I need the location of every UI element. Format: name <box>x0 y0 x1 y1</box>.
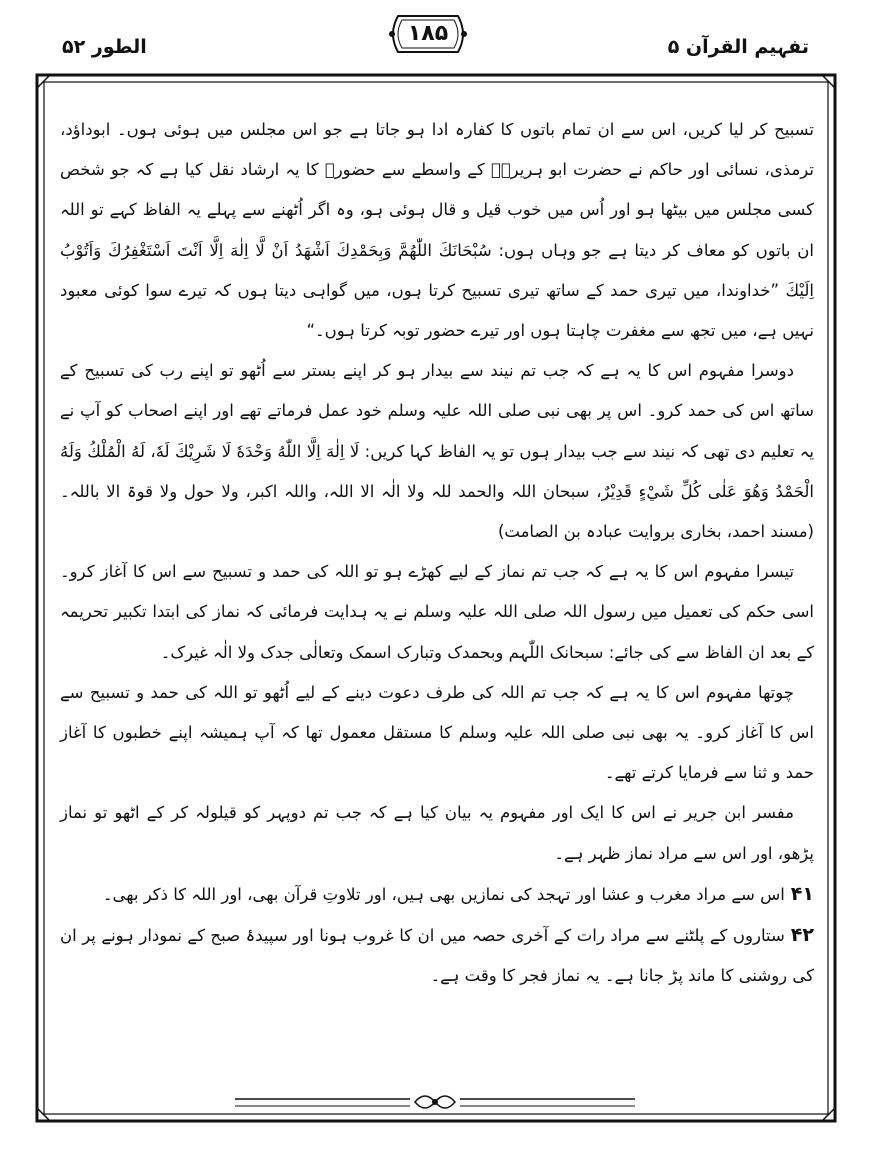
footnote-text: اس سے مراد مغرب و عشا اور تہجد کی نمازیں بھی ہیں، اور تلاوتِ قرآن بھی، اور اللہ کا ذکر بھی۔ <box>102 884 785 904</box>
paragraph-3: تیسرا مفہوم اس کا یہ ہے کہ جب تم نماز کے لیے کھڑے ہو تو اللہ کی حمد و تسبیح سے اس کا آغاز کرو۔ اسی حکم کی تعمیل میں رسول اللہ صلی اللہ علیہ وسلم نے یہ ہدایت فرمائی کہ نماز کی ابتدا تکبیر تحریمہ کے بعد ان الفاظ سے کی جائے: سبحانک اللّٰہم وبحمدک وتبارک اسمک وتعالٰی جدک ولا الٰہ غیرک۔ <box>60 562 814 662</box>
footnote-42 <box>60 915 814 996</box>
book-title: تفہیم القرآن ۵ <box>667 36 809 58</box>
paragraph-4: چوتھا مفہوم اس کا یہ ہے کہ جب تم اللہ کی طرف دعوت دینے کے لیے اُٹھو تو اللہ کی حمد و تسبیح سے اس کا آغاز کرو۔ یہ بھی نبی صلی اللہ علیہ وسلم کا مستقل معمول تھا کہ آپ ہمیشہ اپنے خطبوں کا آغاز حمد و ثنا سے فرمایا کرتے تھے۔ <box>60 682 814 783</box>
page-number-cartouche <box>384 12 472 56</box>
footnote-number: ۴۲ <box>790 924 814 947</box>
paragraph-5: مفسر ابن جریر نے اس کا ایک اور مفہوم یہ بیان کیا ہے کہ جب تم دوپہر کو قیلولہ کر کے اٹھو تو نماز پڑھو، اور اس سے مراد نماز ظہر ہے۔ <box>60 803 814 863</box>
surah-reference: الطور ۵۲ <box>62 36 147 58</box>
paragraph-2: دوسرا مفہوم اس کا یہ ہے کہ جب تم نیند سے بیدار ہو کر اپنے بستر سے اُٹھو تو اپنے رب کی تسبیح کے ساتھ اس کی حمد کرو۔ اس پر بھی نبی صلی اللہ علیہ وسلم خود عمل فرماتے تھے اور اپنے اصحاب کو آپ نے یہ تعلیم دی تھی کہ نیند سے جب بیدار ہوں تو یہ الفاظ کہا کریں: لَا اِلٰهَ اِلَّا اللّٰهُ وَحْدَهٗ لَا شَرِيْكَ لَهٗ، لَهُ الْمُلْكُ وَلَهُ الْحَمْدُ وَهُوَ عَلٰى كُلِّ شَيْءٍ قَدِيْرٌ، سبحان اللہ والحمد للہ ولا الٰہ الا اللہ، واللہ اکبر، ولا حول ولا قوۃ الا باللہ۔ (مسند احمد، بخاری بروایت عبادہ بن الصامت) <box>60 361 814 542</box>
commentary-text <box>60 110 814 1095</box>
paragraph-1: تسبیح کر لیا کریں، اس سے ان تمام باتوں کا کفارہ ادا ہو جاتا ہے جو اس مجلس میں ہوئی ہوں۔ ابوداؤد، ترمذی، نسائی اور حاکم نے حضرت ابو ہریرہؓ کے واسطے سے حضورؐ کا یہ ارشاد نقل کیا ہے کہ جو شخص کسی مجلس میں بیٹھا ہو اور اُس میں خوب قیل و قال ہوئی ہو، وہ اگر اُٹھنے سے پہلے یہ الفاظ کہے تو اللہ ان باتوں کو معاف کر دیتا ہے جو وہاں ہوں: سُبْحَانَكَ اللّٰهُمَّ وَبِحَمْدِكَ اَشْهَدُ اَنْ لَّا اِلٰهَ اِلَّا اَنْتَ اَسْتَغْفِرُكَ وَاَتُوْبُ اِلَيْكَ ”خداوندا، میں تیری حمد کے ساتھ تیری تسبیح کرتا ہوں، میں گواہی دیتا ہوں کہ تیرے سوا کوئی معبود نہیں ہے، میں تجھ سے مغفرت چاہتا ہوں اور تیرے حضور توبہ کرتا ہوں۔“ <box>60 120 814 341</box>
footnote-text: ستاروں کے پلٹنے سے مراد رات کے آخری حصہ میں ان کا غروب ہونا اور سپیدۂ صبح کے نمودار ہونے پر ان کی روشنی کا ماند پڑ جانا ہے۔ یہ نماز فجر کا وقت ہے۔ <box>60 926 814 986</box>
page-number: ۱۸۵ <box>407 21 449 46</box>
footnote-number: ۴۱ <box>790 882 814 905</box>
end-ornament <box>235 1090 635 1116</box>
footnote-41 <box>60 874 814 915</box>
